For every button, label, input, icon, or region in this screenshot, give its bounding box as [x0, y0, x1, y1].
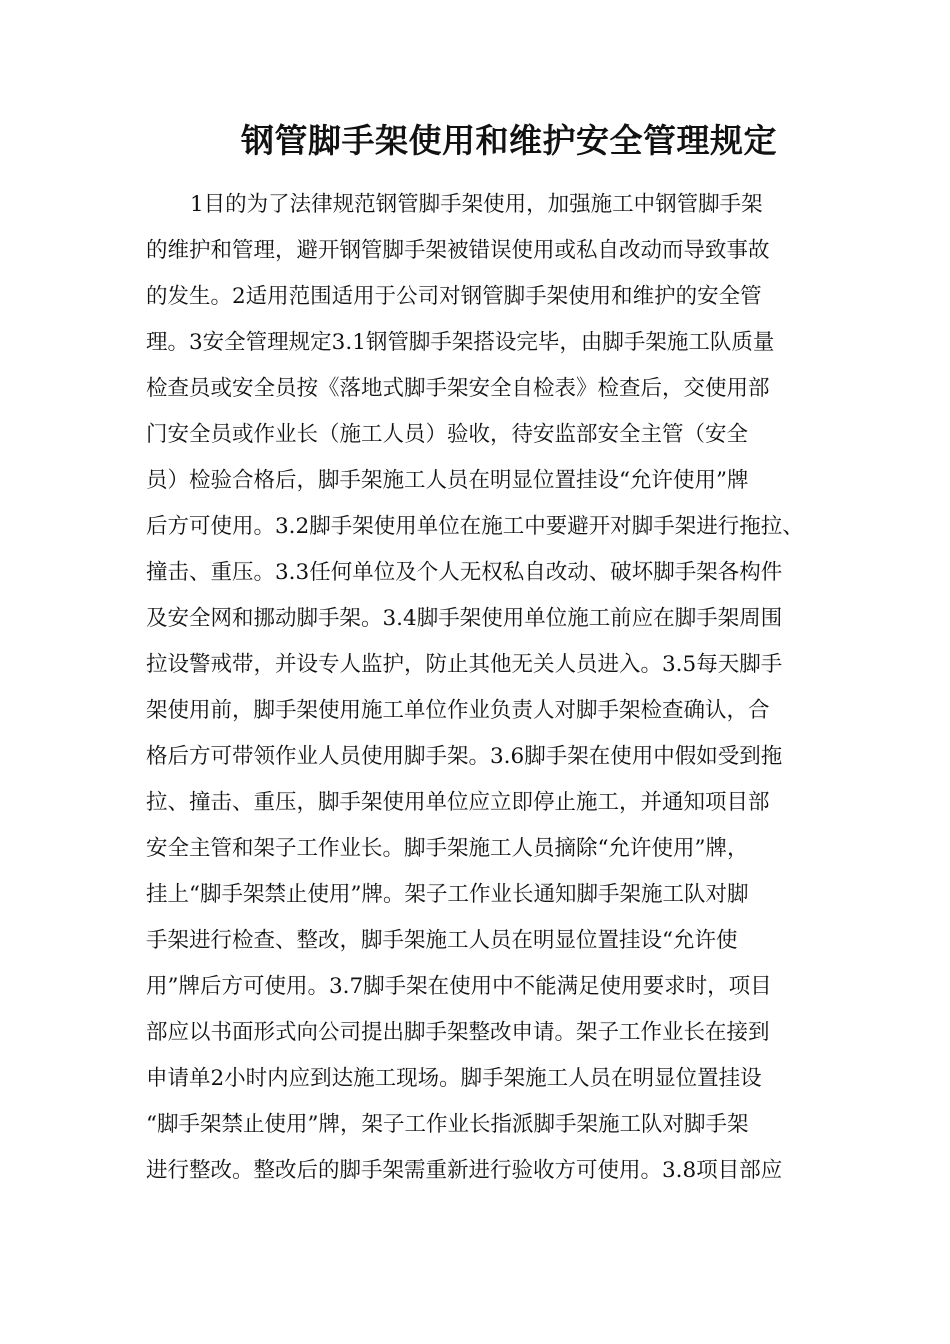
body-line: 撞击、重压。3.3任何单位及个人无权私自改动、破坏脚手架各构件	[146, 560, 783, 585]
body-line: 进行整改。整改后的脚手架需重新进行验收方可使用。3.8项目部应	[146, 1158, 783, 1183]
body-line: 1目的为了法律规范钢管脚手架使用，加强施工中钢管脚手架	[190, 192, 763, 217]
body-line: 及安全网和挪动脚手架。3.4脚手架使用单位施工前应在脚手架周围	[146, 606, 783, 631]
document-body	[146, 182, 836, 1194]
body-line: 的发生。2适用范围适用于公司对钢管脚手架使用和维护的安全管	[146, 284, 762, 309]
body-line: 申请单2小时内应到达施工现场。脚手架施工人员在明显位置挂设	[146, 1066, 762, 1091]
body-line: 门安全员或作业长（施工人员）验收，待安监部安全主管（安全	[146, 422, 749, 447]
body-line: 手架进行检查、整改，脚手架施工人员在明显位置挂设“允许使	[146, 928, 738, 953]
body-line: 员）检验合格后，脚手架施工人员在明显位置挂设“允许使用”牌	[146, 468, 749, 493]
body-line: 格后方可带领作业人员使用脚手架。3.6脚手架在使用中假如受到拖	[146, 744, 783, 769]
document-title: 钢管脚手架使用和维护安全管理规定	[241, 121, 777, 160]
body-line: 挂上“脚手架禁止使用”牌。架子工作业长通知脚手架施工队对脚	[146, 882, 749, 907]
body-line: 后方可使用。3.2脚手架使用单位在施工中要避开对脚手架进行拖拉、	[146, 514, 804, 539]
body-line: 安全主管和架子工作业长。脚手架施工人员摘除“允许使用”牌，	[146, 836, 749, 861]
body-line: 用”牌后方可使用。3.7脚手架在使用中不能满足使用要求时，项目	[146, 974, 772, 999]
body-line: 拉设警戒带，并设专人监护，防止其他无关人员进入。3.5每天脚手	[146, 652, 783, 677]
body-line: “脚手架禁止使用”牌，架子工作业长指派脚手架施工队对脚手架	[146, 1112, 749, 1137]
body-line: 架使用前，脚手架使用施工单位作业负责人对脚手架检查确认，合	[146, 698, 770, 723]
body-line: 理。3安全管理规定3.1钢管脚手架搭设完毕，由脚手架施工队质量	[146, 330, 775, 355]
body-line: 检查员或安全员按《落地式脚手架安全自检表》检查后，交使用部	[146, 376, 770, 401]
body-line: 拉、撞击、重压，脚手架使用单位应立即停止施工，并通知项目部	[146, 790, 770, 815]
body-line: 部应以书面形式向公司提出脚手架整改申请。架子工作业长在接到	[146, 1020, 770, 1045]
body-line: 的维护和管理，避开钢管脚手架被错误使用或私自改动而导致事故	[146, 238, 770, 263]
